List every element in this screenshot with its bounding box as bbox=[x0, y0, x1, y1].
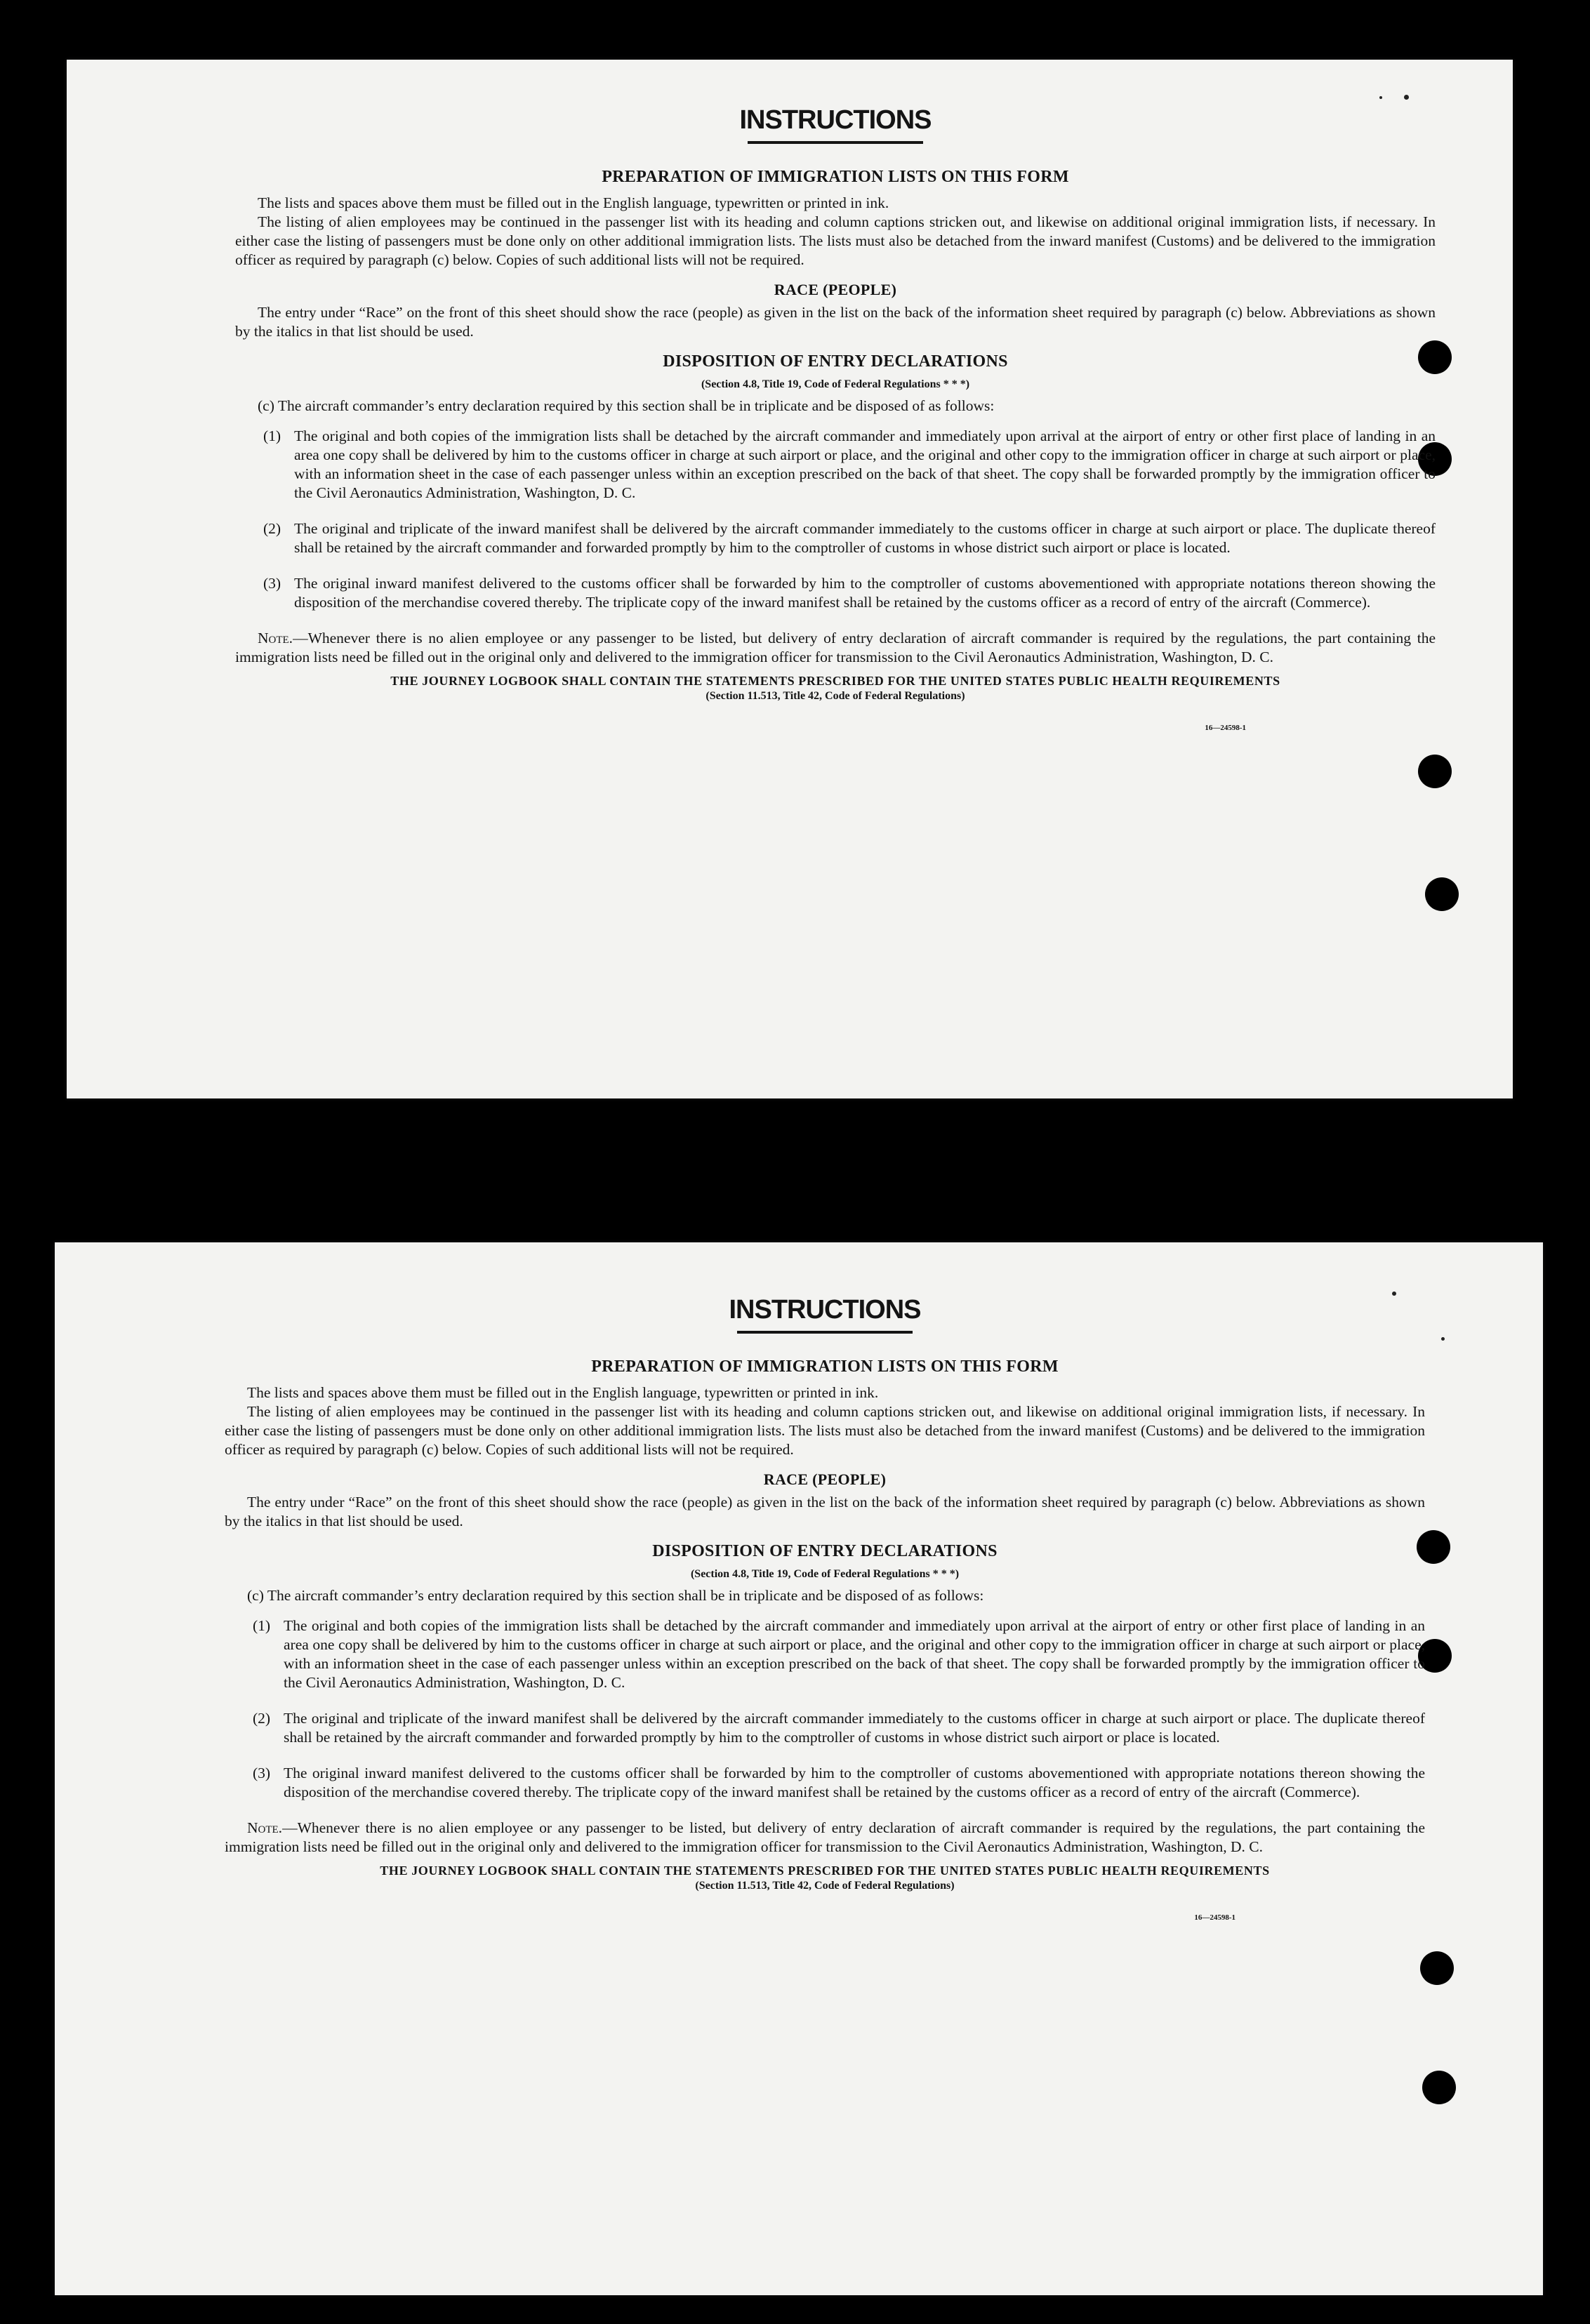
paragraph-lists-language: The lists and spaces above them must be filled out in the English language, typewritten or printed in ink. bbox=[247, 1384, 879, 1401]
title-rule bbox=[737, 1331, 913, 1334]
list-item bbox=[235, 574, 1436, 612]
note-label: Note. bbox=[258, 630, 293, 646]
item-number: (3) bbox=[253, 1765, 271, 1781]
footer-citation: (Section 11.513, Title 42, Code of Federal Regulations) bbox=[695, 1880, 955, 1892]
note-text: —Whenever there is no alien employee or any passenger to be listed, but delivery of entry declaration of aircraft commander is required by the regulations, the part containing the immigration lists need be filled out in the original only and delivered to the immigration officer for transmission to the Civil Aeronautics Administration, Washington, D. C. bbox=[225, 1819, 1425, 1855]
note-text: —Whenever there is no alien employee or any passenger to be listed, but delivery of entry declaration of aircraft commander is required by the regulations, the part containing the immigration lists need be filled out in the original only and delivered to the immigration officer for transmission to the Civil Aeronautics Administration, Washington, D. C. bbox=[235, 630, 1436, 665]
speck bbox=[1379, 96, 1382, 99]
item-text: The original inward manifest delivered to the customs officer shall be forwarded by him to the comptroller of customs abovementioned with appropriate notations thereon showing the disposition of the merchandise covered thereby. The triplicate copy of the inward manifest shall be retained by the customs officer as a record of entry of the aircraft (Commerce). bbox=[284, 1765, 1425, 1800]
paragraph-race: The entry under “Race” on the front of this sheet should show the race (people) as given in the list on the back of the information sheet required by paragraph (c) below. Abbreviations as shown by the italics in that list should be used. bbox=[225, 1494, 1425, 1529]
paragraph-c: (c) The aircraft commander’s entry declaration required by this section shall be in triplicate and be disposed of as follows: bbox=[258, 397, 995, 414]
paragraph-race: The entry under “Race” on the front of this sheet should show the race (people) as given in the list on the back of the information sheet required by paragraph (c) below. Abbreviations as shown by the italics in that list should be used. bbox=[235, 304, 1436, 340]
punch-hole bbox=[1420, 1951, 1454, 1985]
heading-race: RACE (PEOPLE) bbox=[763, 1470, 887, 1488]
heading-race: RACE (PEOPLE) bbox=[774, 281, 897, 298]
paragraph-note bbox=[235, 629, 1436, 667]
paragraph-lists-language: The lists and spaces above them must be filled out in the English language, typewritten or printed in ink. bbox=[258, 194, 889, 211]
item-number: (3) bbox=[263, 575, 281, 592]
item-text: The original inward manifest delivered to the customs officer shall be forwarded by him to the comptroller of customs abovementioned with appropriate notations thereon showing the disposition of the merchandise covered thereby. The triplicate copy of the inward manifest shall be retained by the customs officer as a record of entry of the aircraft (Commerce). bbox=[294, 575, 1436, 611]
instruction-sheet-top bbox=[67, 60, 1513, 1098]
form-number: 16—24598-1 bbox=[1194, 1913, 1235, 1922]
item-text: The original and triplicate of the inward manifest shall be delivered by the aircraft commander immediately to the customs officer in charge at such airport or place. The duplicate thereof shall be retained by the aircraft commander and forwarded promptly by him to the comptroller of customs in whose district such airport or place is located. bbox=[294, 520, 1436, 556]
item-text: The original and both copies of the immigration lists shall be detached by the aircraft commander and immediately upon arrival at the airport of entry or other first place of landing in an area one copy shall be delivered by him to the customs officer in charge at such airport or place, and the original and other copy to the immigration officer in charge at such airport or place, with an information sheet in the case of each passenger unless within an exception prescribed on the back of that sheet. The copy shall be forwarded promptly by the immigration officer to the Civil Aeronautics Administration, Washington, D. C. bbox=[294, 427, 1436, 501]
list-item bbox=[225, 1616, 1425, 1692]
footer-requirements: THE JOURNEY LOGBOOK SHALL CONTAIN THE STATEMENTS PRESCRIBED FOR THE UNITED STATES PUBLIC HEALTH REQUIREMENTS bbox=[380, 1864, 1270, 1878]
paragraph-c: (c) The aircraft commander’s entry declaration required by this section shall be in triplicate and be disposed of as follows: bbox=[247, 1587, 984, 1604]
citation-disposition: (Section 4.8, Title 19, Code of Federal Regulations * * *) bbox=[701, 378, 970, 390]
heading-disposition: DISPOSITION OF ENTRY DECLARATIONS bbox=[652, 1542, 998, 1560]
paragraph-alien-employees: The listing of alien employees may be continued in the passenger list with its heading and column captions stricken out, and likewise on additional original immigration lists, if necessary. In either case the listing of passengers must be done only on other additional immigration lists. The lists must also be detached from the inward manifest (Customs) and be delivered to the immigration officer as required by paragraph (c) below. Copies of such additional lists will not be required. bbox=[235, 213, 1436, 268]
page-title: INSTRUCTIONS bbox=[739, 105, 932, 135]
item-number: (2) bbox=[253, 1710, 271, 1727]
item-text: The original and both copies of the immigration lists shall be detached by the aircraft commander and immediately upon arrival at the airport of entry or other first place of landing in an area one copy shall be delivered by him to the customs officer in charge at such airport or place, and the original and other copy to the immigration officer in charge at such airport or place, with an information sheet in the case of each passenger unless within an exception prescribed on the back of that sheet. The copy shall be forwarded promptly by the immigration officer to the Civil Aeronautics Administration, Washington, D. C. bbox=[284, 1617, 1425, 1691]
title-rule bbox=[748, 141, 923, 144]
note-label: Note. bbox=[247, 1819, 283, 1836]
heading-disposition: DISPOSITION OF ENTRY DECLARATIONS bbox=[663, 352, 1008, 371]
list-item bbox=[225, 1764, 1425, 1802]
paragraph-note bbox=[225, 1819, 1425, 1857]
list-item bbox=[235, 519, 1436, 557]
item-number: (1) bbox=[253, 1617, 271, 1634]
speck bbox=[1441, 1337, 1445, 1341]
paragraph-alien-employees: The listing of alien employees may be continued in the passenger list with its heading and column captions stricken out, and likewise on additional original immigration lists, if necessary. In either case the listing of passengers must be done only on other additional immigration lists. The lists must also be detached from the inward manifest (Customs) and be delivered to the immigration officer as required by paragraph (c) below. Copies of such additional lists will not be required. bbox=[225, 1403, 1425, 1458]
punch-hole bbox=[1418, 755, 1452, 788]
speck bbox=[1404, 95, 1409, 100]
citation-disposition: (Section 4.8, Title 19, Code of Federal Regulations * * *) bbox=[690, 1568, 960, 1580]
item-number: (2) bbox=[263, 520, 281, 537]
heading-preparation: PREPARATION OF IMMIGRATION LISTS ON THIS FORM bbox=[602, 168, 1069, 186]
footer-requirements: THE JOURNEY LOGBOOK SHALL CONTAIN THE STATEMENTS PRESCRIBED FOR THE UNITED STATES PUBLIC HEALTH REQUIREMENTS bbox=[390, 674, 1280, 688]
punch-hole bbox=[1425, 877, 1459, 911]
instruction-sheet-bottom bbox=[55, 1242, 1543, 2295]
list-item bbox=[225, 1709, 1425, 1747]
footer-citation: (Section 11.513, Title 42, Code of Federal Regulations) bbox=[705, 690, 965, 702]
item-text: The original and triplicate of the inward manifest shall be delivered by the aircraft commander immediately to the customs officer in charge at such airport or place. The duplicate thereof shall be retained by the aircraft commander and forwarded promptly by him to the comptroller of customs in whose district such airport or place is located. bbox=[284, 1710, 1425, 1746]
form-number: 16—24598-1 bbox=[1205, 724, 1246, 732]
item-number: (1) bbox=[263, 427, 281, 444]
heading-preparation: PREPARATION OF IMMIGRATION LISTS ON THIS FORM bbox=[591, 1357, 1059, 1376]
punch-hole bbox=[1422, 2071, 1456, 2104]
list-item bbox=[235, 427, 1436, 503]
page-title: INSTRUCTIONS bbox=[729, 1295, 921, 1324]
